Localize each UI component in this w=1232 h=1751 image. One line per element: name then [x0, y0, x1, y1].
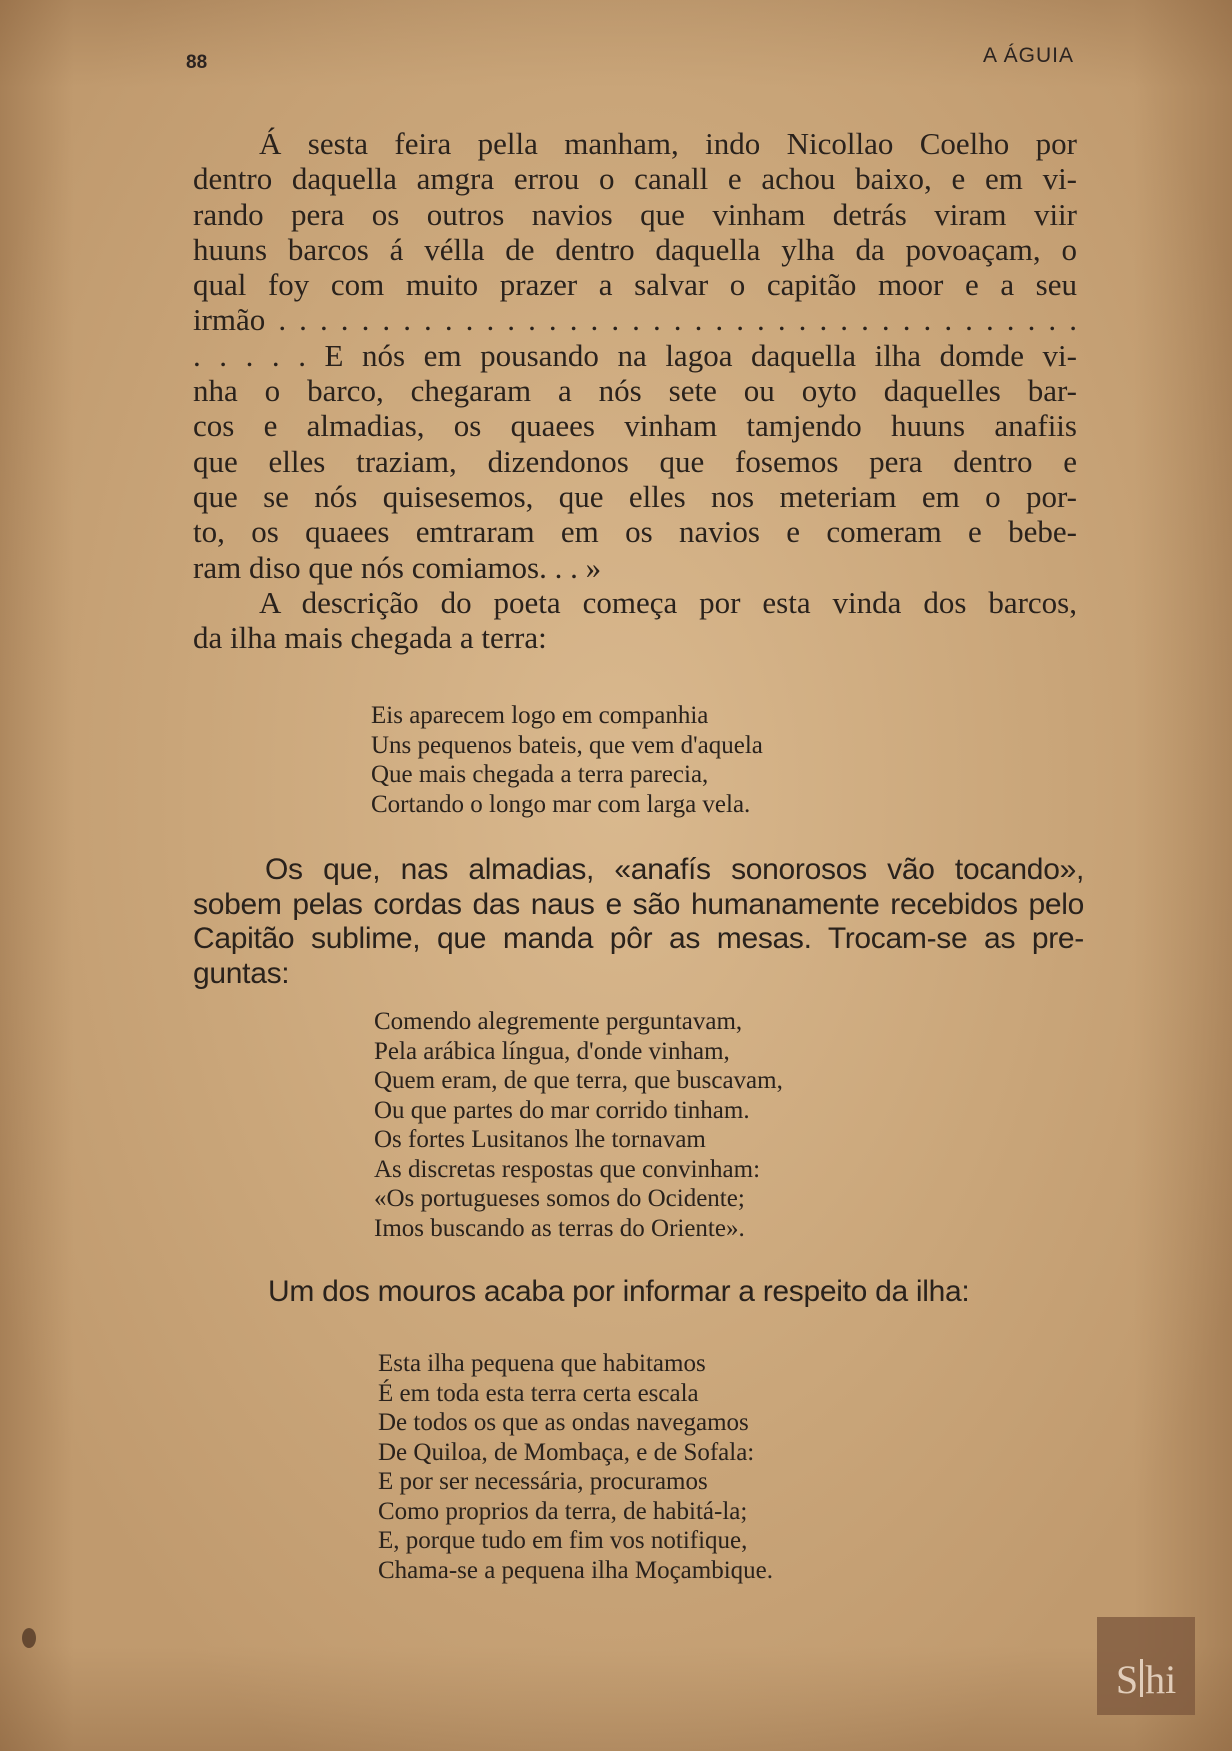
- paragraph-line: Os que, nas almadias, «anafís sonorosos vão tocando»,: [265, 853, 1084, 886]
- verse-line: Como proprios da terra, de habitá-la;: [378, 1497, 748, 1525]
- chronicle-quote: [193, 126, 1077, 655]
- quote-line: irmão . . . . . . . . . . . . . . . . . . . . . . . . . . . . . . . . . . . . . . .: [193, 302, 1077, 338]
- quote-line: qual foy com muito prazer a salvar o capitão moor e a seu: [193, 267, 1077, 303]
- page-number: 88: [186, 52, 208, 73]
- paragraph-line: Capitão sublime, que manda pôr as mesas. Trocam-se as pre-: [193, 922, 1084, 956]
- verse-line: Esta ilha pequena que habitamos: [378, 1350, 706, 1377]
- verse-line: Eis aparecem logo em companhia: [371, 702, 709, 729]
- quote-line: . . . . . E nós em pousando na lagoa daquella ilha domde vi-: [193, 337, 1077, 373]
- quote-line: cos e almadias, os quaees vinham tamjendo huuns anafiis: [193, 408, 1077, 444]
- quote-line: dentro daquella amgra errou o canall e achou baixo, e em vi-: [193, 161, 1077, 197]
- quote-line: Á sesta feira pella manham, indo Nicollao Coelho por: [259, 126, 1077, 161]
- verse-line: Comendo alegremente perguntavam,: [374, 1008, 743, 1035]
- verse-line: É em toda esta terra certa escala: [378, 1379, 699, 1407]
- ink-spot: [22, 1628, 36, 1648]
- verse-line: Que mais chegada a terra parecia,: [371, 761, 709, 788]
- paragraph-line: da ilha mais chegada a terra:: [193, 620, 547, 656]
- verse-stanza-1: [371, 701, 763, 819]
- paragraph-2: [193, 853, 1084, 991]
- verse-line: E, porque tudo em fim vos notifique,: [378, 1527, 748, 1554]
- verse-line: E por ser necessária, procuramos: [378, 1468, 708, 1495]
- quote-line: que se nós quisesemos, que elles nos meteriam em o por-: [193, 478, 1077, 514]
- logo-text: S hi: [1115, 1657, 1177, 1702]
- verse-stanza-2: [374, 1007, 783, 1243]
- verse-line: «Os portugueses somos do Ocidente;: [374, 1185, 745, 1212]
- quote-line: huuns barcos á vélla de dentro daquella ylha da povoaçam, o: [193, 231, 1077, 267]
- running-head: A ÁGUIA: [982, 44, 1074, 67]
- quote-line: nha o barco, chegaram a nós sete ou oyto daquelles bar-: [193, 373, 1077, 409]
- verse-line: Pela arábica língua, d'onde vinham,: [374, 1037, 730, 1065]
- verse-line: Uns pequenos bateis, que vem d'aquela: [371, 731, 763, 759]
- verse-line: As discretas respostas que convinham:: [374, 1155, 761, 1183]
- paragraph-line: guntas:: [193, 956, 290, 990]
- quote-line: to, os quaees emtraram em os navios e comeram e bebe-: [193, 514, 1077, 550]
- quote-line: rando pera os outros navios que vinham detrás viram viir: [193, 196, 1077, 232]
- paragraph-line: A descrição do poeta começa por esta vinda dos barcos,: [259, 584, 1077, 620]
- verse-line: De todos os que as ondas navegamos: [378, 1409, 749, 1436]
- verse-line: Os fortes Lusitanos lhe tornavam: [374, 1126, 706, 1153]
- quote-line: ram diso que nós comiamos. . . »: [193, 549, 602, 585]
- verse-line: Quem eram, de que terra, que buscavam,: [374, 1067, 783, 1094]
- library-logo: [1097, 1617, 1195, 1715]
- verse-line: Cortando o longo mar com larga vela.: [371, 790, 751, 818]
- verse-line: Imos buscando as terras do Oriente».: [374, 1214, 745, 1242]
- quote-line: que elles traziam, dizendonos que fosemos pera dentro e: [193, 443, 1077, 479]
- paragraph-line: Um dos mouros acaba por informar a respeito da ilha:: [268, 1275, 970, 1308]
- verse-line: De Quiloa, de Mombaça, e de Sofala:: [378, 1438, 755, 1466]
- paragraph-3: [268, 1275, 1068, 1310]
- verse-stanza-3: [378, 1349, 773, 1585]
- verse-line: Chama-se a pequena ilha Moçambique.: [378, 1556, 773, 1584]
- verse-line: Ou que partes do mar corrido tinham.: [374, 1096, 750, 1124]
- paragraph-line: sobem pelas cordas das naus e são humanamente recebidos pelo: [193, 887, 1084, 921]
